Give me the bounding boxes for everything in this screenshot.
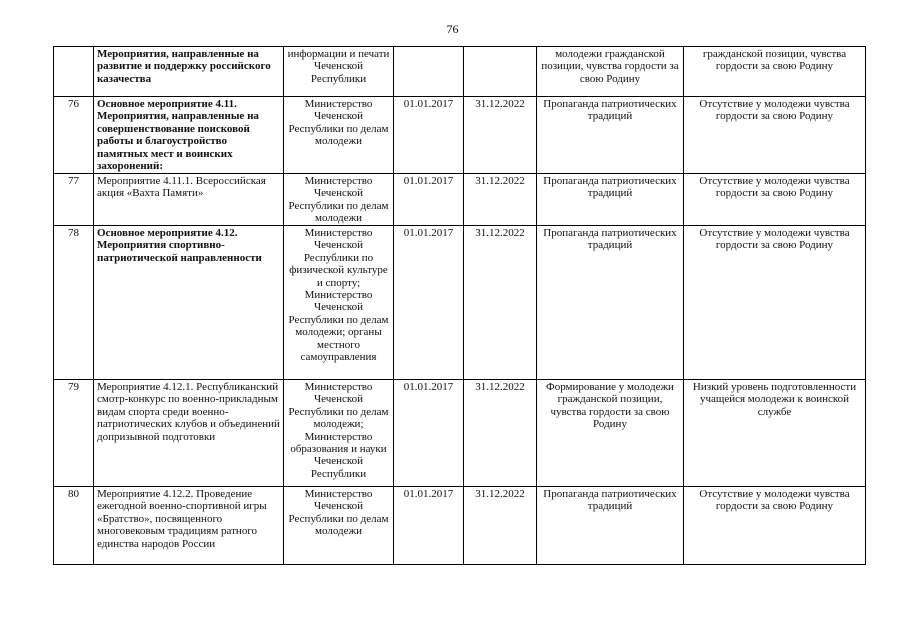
row-number: 80 xyxy=(54,487,94,565)
expected-result: Формирование у молодежи гражданской позиции, чувства гордости за свою Родину xyxy=(537,380,684,487)
expected-result: Пропаганда патриотических традиций xyxy=(537,487,684,565)
expected-result: молодежи гражданской позиции, чувства гордости за свою Родину xyxy=(537,47,684,97)
page-number: 76 xyxy=(446,22,459,36)
table-row xyxy=(54,97,866,174)
end-date: 31.12.2022 xyxy=(464,380,537,487)
table-row xyxy=(54,174,866,226)
start-date: 01.01.2017 xyxy=(394,174,464,226)
measure-name: Мероприятие 4.12.1. Республиканский смотр-конкурс по военно-прикладным видам спорта среди военно-патриотических клубов и объединений допризывной подготовки xyxy=(94,380,284,487)
table-row xyxy=(54,487,866,565)
row-number xyxy=(54,47,94,97)
expected-result: Пропаганда патриотических традиций xyxy=(537,174,684,226)
responsible-executor: Министерство Чеченской Республики по делам молодежи; Министерство образования и науки Чеченской Республики xyxy=(284,380,394,487)
end-date: 31.12.2022 xyxy=(464,97,537,174)
responsible-executor: информации и печати Чеченской Республики xyxy=(284,47,394,97)
measures-table xyxy=(53,46,866,565)
responsible-executor: Министерство Чеченской Республики по делам молодежи xyxy=(284,174,394,226)
non-implementation-effect: Отсутствие у молодежи чувства гордости за свою Родину xyxy=(684,174,866,226)
start-date: 01.01.2017 xyxy=(394,226,464,380)
table-row xyxy=(54,226,866,380)
table-row xyxy=(54,380,866,487)
measure-name: Мероприятие 4.11.1. Всероссийская акция «Вахта Памяти» xyxy=(94,174,284,226)
row-number: 78 xyxy=(54,226,94,380)
row-number: 77 xyxy=(54,174,94,226)
expected-result: Пропаганда патриотических традиций xyxy=(537,226,684,380)
table-row xyxy=(54,47,866,97)
measure-name: Мероприятия, направленные на развитие и поддержку российского казачества xyxy=(94,47,284,97)
responsible-executor: Министерство Чеченской Республики по делам молодежи xyxy=(284,97,394,174)
responsible-executor: Министерство Чеченской Республики по делам молодежи xyxy=(284,487,394,565)
non-implementation-effect: Отсутствие у молодежи чувства гордости за свою Родину xyxy=(684,97,866,174)
start-date: 01.01.2017 xyxy=(394,380,464,487)
responsible-executor: Министерство Чеченской Республики по физической культуре и спорту; Министерство Чеченской Республики по делам молодежи; органы местного самоуправления xyxy=(284,226,394,380)
non-implementation-effect: Низкий уровень подготовленности учащейся молодежи к воинской службе xyxy=(684,380,866,487)
end-date: 31.12.2022 xyxy=(464,174,537,226)
non-implementation-effect: Отсутствие у молодежи чувства гордости за свою Родину xyxy=(684,487,866,565)
row-number: 76 xyxy=(54,97,94,174)
end-date xyxy=(464,47,537,97)
start-date: 01.01.2017 xyxy=(394,97,464,174)
start-date xyxy=(394,47,464,97)
start-date: 01.01.2017 xyxy=(394,487,464,565)
expected-result: Пропаганда патриотических традиций xyxy=(537,97,684,174)
measure-name: Мероприятие 4.12.2. Проведение ежегодной военно-спортивной игры «Братство», посвященного многовековым традициям ратного единства народов России xyxy=(94,487,284,565)
non-implementation-effect: гражданской позиции, чувства гордости за свою Родину xyxy=(684,47,866,97)
measure-name: Основное мероприятие 4.11. Мероприятия, направленные на совершенствование поисковой работы и благоустройство памятных мест и воинских захоронений: xyxy=(94,97,284,174)
row-number: 79 xyxy=(54,380,94,487)
measure-name: Основное мероприятие 4.12. Мероприятия спортивно-патриотической направленности xyxy=(94,226,284,380)
end-date: 31.12.2022 xyxy=(464,487,537,565)
end-date: 31.12.2022 xyxy=(464,226,537,380)
non-implementation-effect: Отсутствие у молодежи чувства гордости за свою Родину xyxy=(684,226,866,380)
